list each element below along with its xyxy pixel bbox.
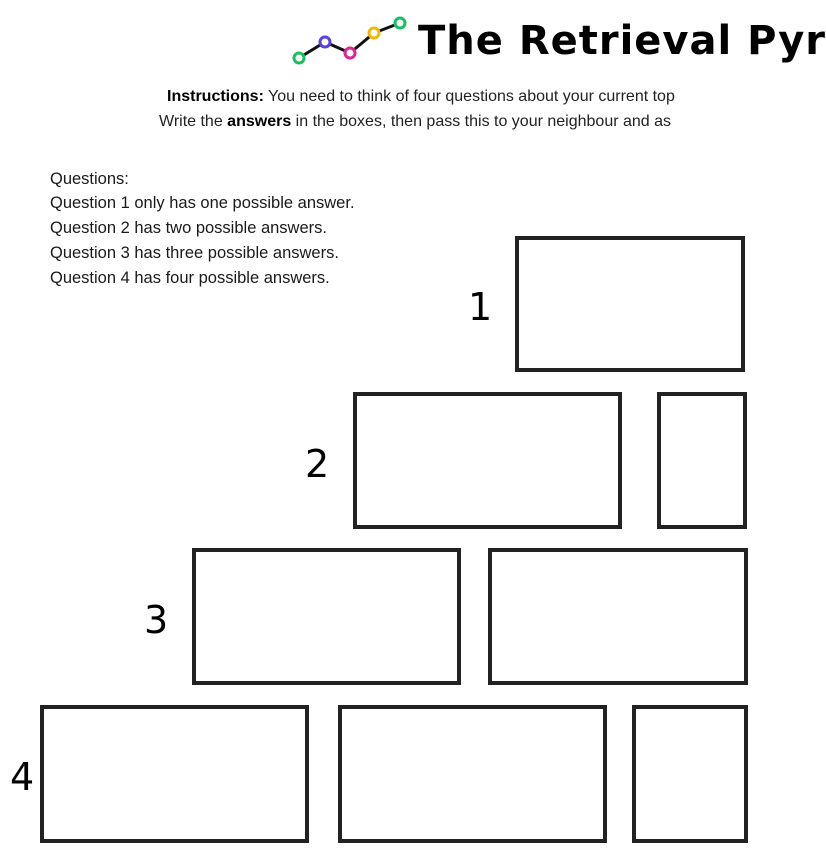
questions-heading: Questions: <box>50 170 129 188</box>
answer-box-3-2[interactable] <box>488 548 748 685</box>
instructions-label: Instructions: <box>167 88 264 105</box>
instructions-text-1: You need to think of four questions about your current top <box>263 88 675 105</box>
answer-box-2-2[interactable] <box>657 392 747 529</box>
answer-box-4-1[interactable] <box>40 705 309 843</box>
row-3-label: 3 <box>144 598 169 642</box>
answer-box-3-1[interactable] <box>192 548 461 685</box>
logo-dot <box>320 37 330 47</box>
instructions-text-2b: in the boxes, then pass this to your neighbour and as <box>291 113 672 130</box>
instructions-line-1 <box>167 88 675 106</box>
logo-dot <box>294 53 304 63</box>
answer-box-4-3[interactable] <box>632 705 748 843</box>
instructions-line-2 <box>159 113 671 131</box>
question-2-text: Question 2 has two possible answers. <box>50 219 327 237</box>
row-1-label: 1 <box>468 285 493 329</box>
line-graph-logo-icon <box>288 14 412 66</box>
question-4-text: Question 4 has four possible answers. <box>50 269 330 287</box>
logo-dot <box>395 18 405 28</box>
logo-dot <box>369 28 379 38</box>
instructions-answers-word: answers <box>227 113 292 130</box>
row-4-label: 4 <box>10 755 35 799</box>
logo-dot <box>345 48 355 58</box>
answer-box-4-2[interactable] <box>338 705 607 843</box>
question-3-text: Question 3 has three possible answers. <box>50 244 339 262</box>
row-2-label: 2 <box>305 442 330 486</box>
page-title: The Retrieval Pyr <box>418 18 826 64</box>
answer-box-2-1[interactable] <box>353 392 622 529</box>
question-1-text: Question 1 only has one possible answer. <box>50 194 355 212</box>
instructions-text-2a: Write the <box>159 113 228 130</box>
answer-box-1-1[interactable] <box>515 236 745 372</box>
